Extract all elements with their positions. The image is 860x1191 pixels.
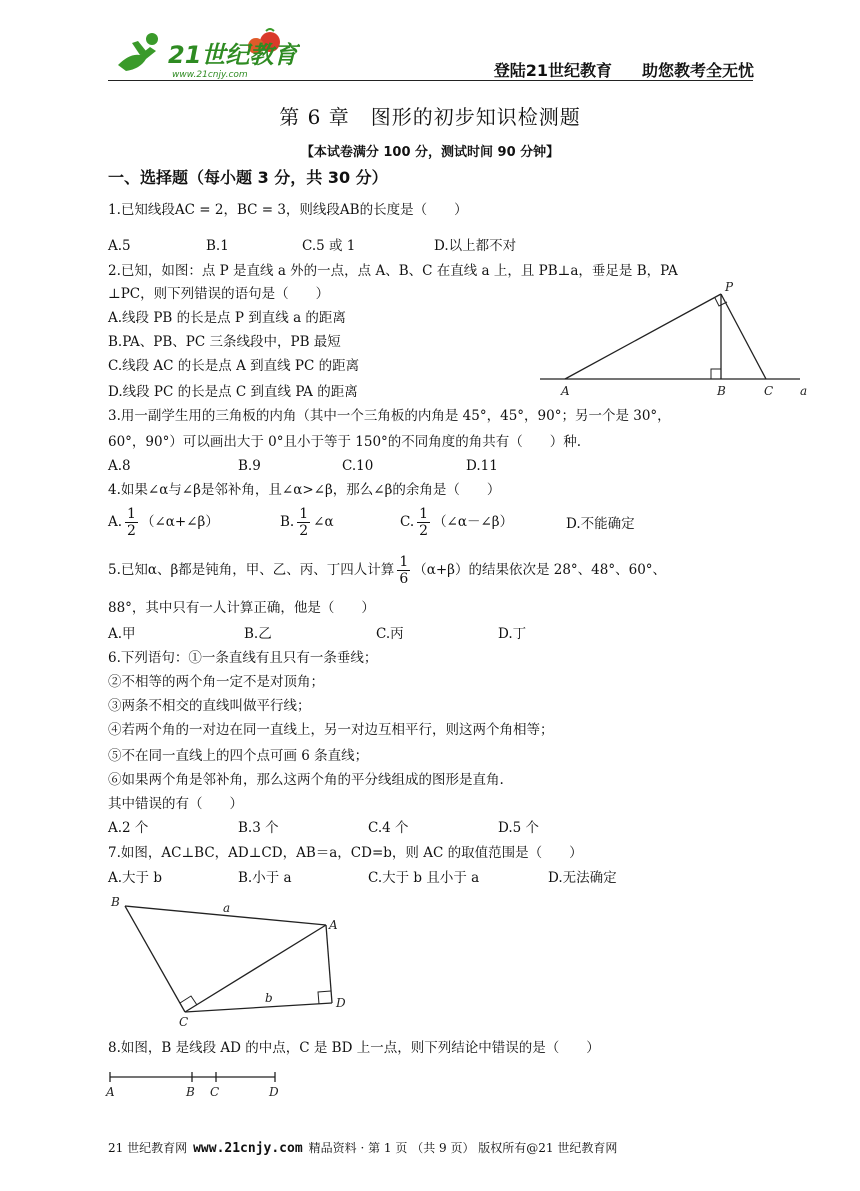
page-footer	[108, 1139, 617, 1156]
q5-num: 1	[399, 554, 409, 570]
q3-option-d: D.11	[466, 458, 498, 474]
q1-option-d: D.以上都不对	[434, 238, 517, 254]
footer-page-info: 精品资料 · 第 1 页 （共 9 页） 版权所有@21 世纪教育网	[308, 1141, 618, 1155]
q1-option-a: A.5	[108, 238, 131, 254]
q6-option-d: D.5 个	[498, 820, 540, 836]
fig8-label-b: B	[186, 1085, 195, 1099]
q6-item-5: ⑤不在同一直线上的四个点可画 6 条直线；	[108, 748, 369, 764]
q3-option-a: A.8	[108, 458, 131, 474]
fig2-label-line-a: a	[800, 384, 808, 398]
question-2-stem-2: ⊥PC，则下列错误的语句是（ ）	[108, 286, 330, 302]
q4-b-den: 2	[299, 523, 309, 539]
q6-question: 其中错误的有（ ）	[108, 796, 243, 812]
q4-c-num: 1	[419, 506, 429, 522]
q5-option-b: B.乙	[244, 626, 272, 642]
footer-url[interactable]: www.21cnjy.com	[193, 1141, 303, 1156]
question-5-stem-1	[108, 554, 666, 587]
q4-a-suffix: （∠α+∠β）	[140, 514, 219, 530]
q4-c-fraction	[417, 506, 430, 539]
question-3-stem-2: 60°，90°）可以画出大于 0°且小于等于 150°的不同角度的角共有（ ）种.	[108, 434, 582, 450]
q3-option-c: C.10	[342, 458, 374, 474]
question-2-stem-1: 2.已知，如图：点 P 是直线 a 外的一点，点 A、B、C 在直线 a 上，且 PB⊥a，垂足是 B，PA	[108, 263, 678, 279]
fig8-label-c: C	[210, 1085, 220, 1099]
site-logo	[110, 25, 300, 80]
q4-c-prefix: C.	[400, 514, 415, 530]
q7-option-a: A.大于 b	[108, 870, 162, 886]
exam-info: 【本试卷满分 100 分，测试时间 90 分钟】	[300, 145, 560, 160]
q4-a-prefix: A.	[108, 514, 123, 530]
fig8-label-a: A	[106, 1085, 115, 1099]
q5-option-d: D.丁	[498, 626, 527, 642]
question-3-stem-1: 3.用一副学生用的三角板的内角（其中一个三角板的内角是 45°，45°，90°；另一个是 30°，	[108, 408, 671, 424]
fig7-label-side-a: a	[223, 901, 231, 915]
q2-option-a: A.线段 PB 的长是点 P 到直线 a 的距离	[108, 310, 346, 326]
header-slogan-2: 助您教考全无忧	[641, 61, 754, 80]
q7-figure	[105, 892, 355, 1032]
question-4-stem: 4.如果∠α与∠β是邻补角，且∠α>∠β，那么∠β的余角是（ ）	[108, 482, 501, 498]
fig8-label-d: D	[269, 1085, 279, 1099]
fig7-label-a: A	[329, 918, 338, 932]
q2-option-d: D.线段 PC 的长是点 C 到直线 PA 的距离	[108, 384, 358, 400]
q6-item-4: ④若两个角的一对边在同一直线上，另一对边互相平行，则这两个角相等；	[108, 722, 554, 738]
fig2-label-c: C	[764, 384, 774, 398]
q3-option-b: B.9	[238, 458, 261, 474]
q6-item-6: ⑥如果两个角是邻补角，那么这两个角的平分线组成的图形是直角.	[108, 772, 504, 788]
q7-option-d: D.无法确定	[548, 870, 617, 886]
q4-b-suffix: ∠α	[313, 514, 334, 530]
q4-a-fraction	[125, 506, 138, 539]
q4-c-suffix: （∠α－∠β）	[433, 514, 514, 530]
question-8-stem: 8.如图，B 是线段 AD 的中点，C 是 BD 上一点，则下列结论中错误的是（ ）	[108, 1040, 600, 1056]
q1-option-b: B.1	[206, 238, 229, 254]
q7-option-c: C.大于 b 且小于 a	[368, 870, 480, 886]
q6-option-c: C.4 个	[368, 820, 409, 836]
q4-c-den: 2	[419, 523, 429, 539]
q4-b-fraction	[297, 506, 310, 539]
logo-url: www.21cnjy.com	[172, 70, 248, 80]
q2-option-c: C.线段 AC 的长是点 A 到直线 PC 的距离	[108, 358, 360, 374]
section-heading: 一、选择题（每小题 3 分，共 30 分）	[108, 168, 388, 187]
q6-item-2: ②不相等的两个角一定不是对顶角；	[108, 674, 324, 690]
q2-figure	[535, 278, 815, 403]
q6-item-3: ③两条不相交的直线叫做平行线；	[108, 698, 311, 714]
question-5-stem-2: 88°，其中只有一人计算正确，他是（ ）	[108, 600, 375, 616]
question-1-stem: 1.已知线段AC = 2，BC = 3，则线段AB的长度是（ ）	[108, 202, 468, 218]
fig7-label-d: D	[336, 996, 346, 1010]
header-slogan-1: 登陆21世纪教育	[493, 61, 612, 80]
q5-stem-pre: 5.已知α、β都是钝角，甲、乙、丙、丁四人计算	[108, 562, 395, 578]
q6-option-a: A.2 个	[108, 820, 149, 836]
fig2-label-p: P	[725, 280, 734, 294]
q4-a-num: 1	[127, 506, 136, 522]
q1-option-c: C.5 或 1	[302, 238, 356, 254]
q4-option-a	[108, 506, 219, 539]
logo-text: 21世纪教育	[168, 41, 298, 69]
fig2-label-b: B	[717, 384, 726, 398]
q5-fraction	[397, 554, 410, 587]
question-7-stem: 7.如图，AC⊥BC，AD⊥CD，AB＝a，CD=b，则 AC 的取值范围是（ ）	[108, 845, 583, 861]
q5-option-a: A.甲	[108, 626, 136, 642]
question-6-stem: 6.下列语句：①一条直线有且只有一条垂线；	[108, 650, 378, 666]
q4-option-b	[280, 506, 334, 539]
q5-option-c: C.丙	[376, 626, 404, 642]
header-slogan	[464, 58, 754, 81]
q4-b-num: 1	[299, 506, 309, 522]
q4-option-d: D.不能确定	[566, 516, 635, 532]
q4-option-c	[400, 506, 513, 539]
q4-b-prefix: B.	[280, 514, 295, 530]
fig7-label-side-b: b	[265, 991, 273, 1005]
footer-site: 21 世纪教育网	[108, 1141, 188, 1155]
fig7-label-c: C	[179, 1015, 189, 1029]
fig2-label-a: A	[561, 384, 570, 398]
fig7-label-b: B	[111, 895, 120, 909]
q2-option-b: B.PA、PB、PC 三条线段中，PB 最短	[108, 334, 341, 350]
page-title: 第 6 章 图形的初步知识检测题	[279, 105, 581, 129]
q5-den: 6	[399, 571, 409, 587]
header-divider	[108, 80, 753, 81]
q5-stem-post: （α+β）的结果依次是 28°、48°、60°、	[413, 562, 667, 578]
q6-option-b: B.3 个	[238, 820, 279, 836]
q8-figure	[100, 1066, 290, 1101]
q7-option-b: B.小于 a	[238, 870, 292, 886]
q4-a-den: 2	[127, 523, 136, 539]
